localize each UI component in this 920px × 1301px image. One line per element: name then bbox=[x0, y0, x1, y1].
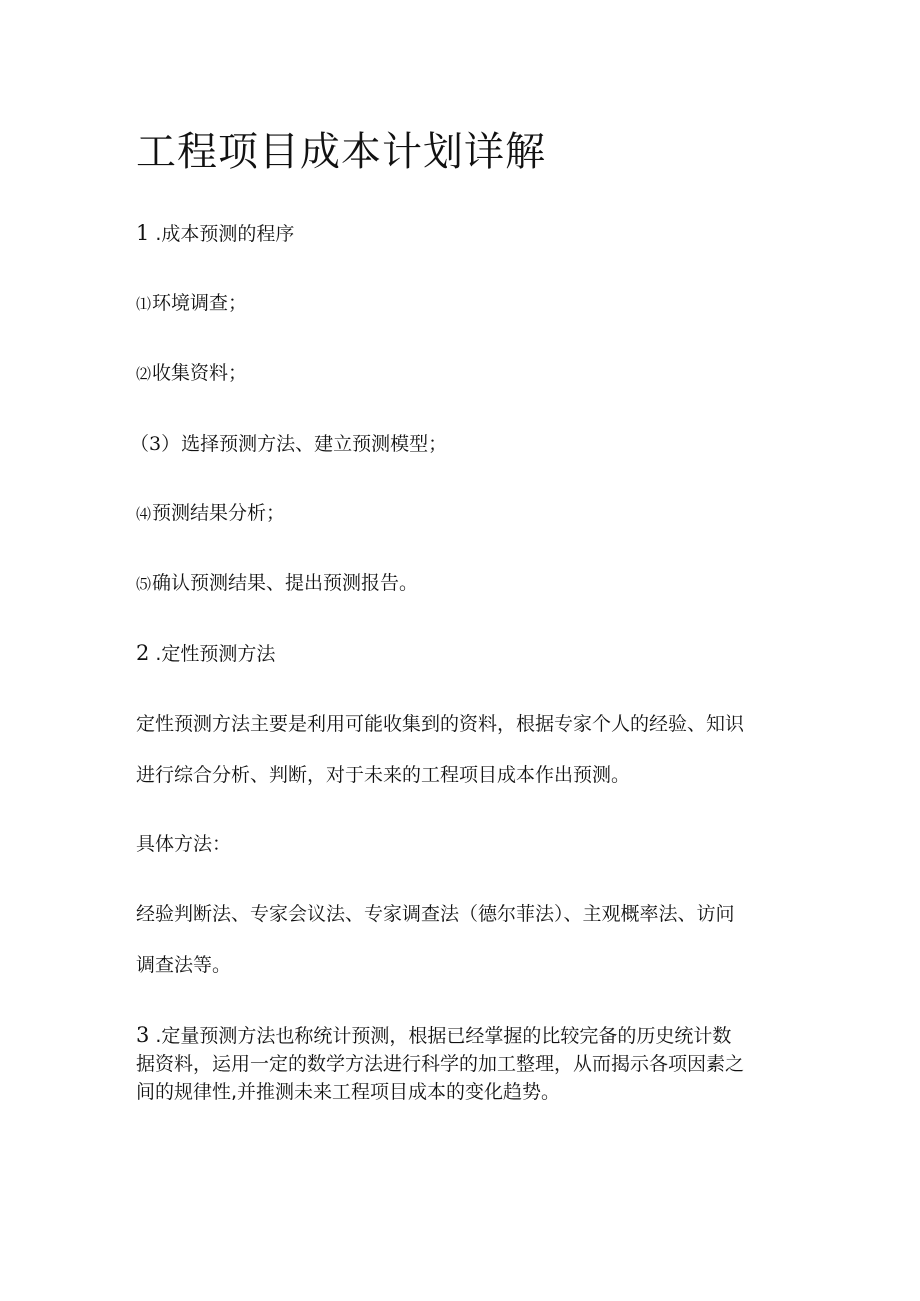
step-2 bbox=[136, 360, 247, 387]
step-3 bbox=[130, 431, 447, 457]
step-2-text: 收集资料； bbox=[152, 362, 248, 384]
section-1-heading-text: .成本预测的程序 bbox=[155, 223, 295, 245]
section-3-line-3: 间的规律性,并推测未来工程项目成本的变化趋势。 bbox=[136, 1081, 561, 1103]
step-4 bbox=[136, 500, 285, 527]
section-2-number: 2 bbox=[136, 641, 150, 665]
section-2-heading-text: .定性预测方法 bbox=[155, 643, 276, 665]
step-2-marker: ⑵ bbox=[136, 365, 152, 383]
step-3-text: 选择预测方法、建立预测模型； bbox=[181, 433, 448, 455]
methods-label: 具体方法： bbox=[136, 833, 232, 855]
section-3-text-line-1: .定量预测方法也称统计预测，根据已经掌握的比较完备的历史统计数 bbox=[155, 1025, 732, 1047]
section-3-line-1 bbox=[136, 1022, 731, 1049]
section-3-line-2: 据资料，运用一定的数学方法进行科学的加工整理，从而揭示各项因素之 bbox=[136, 1053, 745, 1075]
step-4-marker: ⑷ bbox=[136, 505, 152, 523]
step-5-text: 确认预测结果、提出预测报告。 bbox=[152, 572, 419, 594]
section-1-heading bbox=[136, 220, 294, 247]
step-1-text: 环境调查； bbox=[152, 292, 248, 314]
step-5-marker: ⑸ bbox=[136, 575, 152, 593]
step-1 bbox=[136, 290, 247, 317]
section-3-number: 3 bbox=[136, 1023, 150, 1047]
methods-list-line-2: 调查法等。 bbox=[136, 954, 232, 976]
step-5 bbox=[136, 570, 418, 597]
step-4-text: 预测结果分析； bbox=[152, 502, 286, 524]
section-1-number: 1 bbox=[136, 221, 150, 245]
step-3-marker: （3） bbox=[130, 433, 181, 455]
section-2-heading bbox=[136, 640, 275, 667]
document-title: 工程项目成本计划详解 bbox=[136, 129, 546, 175]
section-2-paragraph-line-1: 定性预测方法主要是利用可能收集到的资料，根据专家个人的经验、知识 bbox=[136, 713, 745, 735]
methods-list-line-1: 经验判断法、专家会议法、专家调查法（德尔菲法）、主观概率法、访问 bbox=[136, 903, 735, 925]
step-1-marker: ⑴ bbox=[136, 295, 152, 313]
section-2-paragraph-line-2: 进行综合分析、判断，对于未来的工程项目成本作出预测。 bbox=[136, 764, 631, 786]
